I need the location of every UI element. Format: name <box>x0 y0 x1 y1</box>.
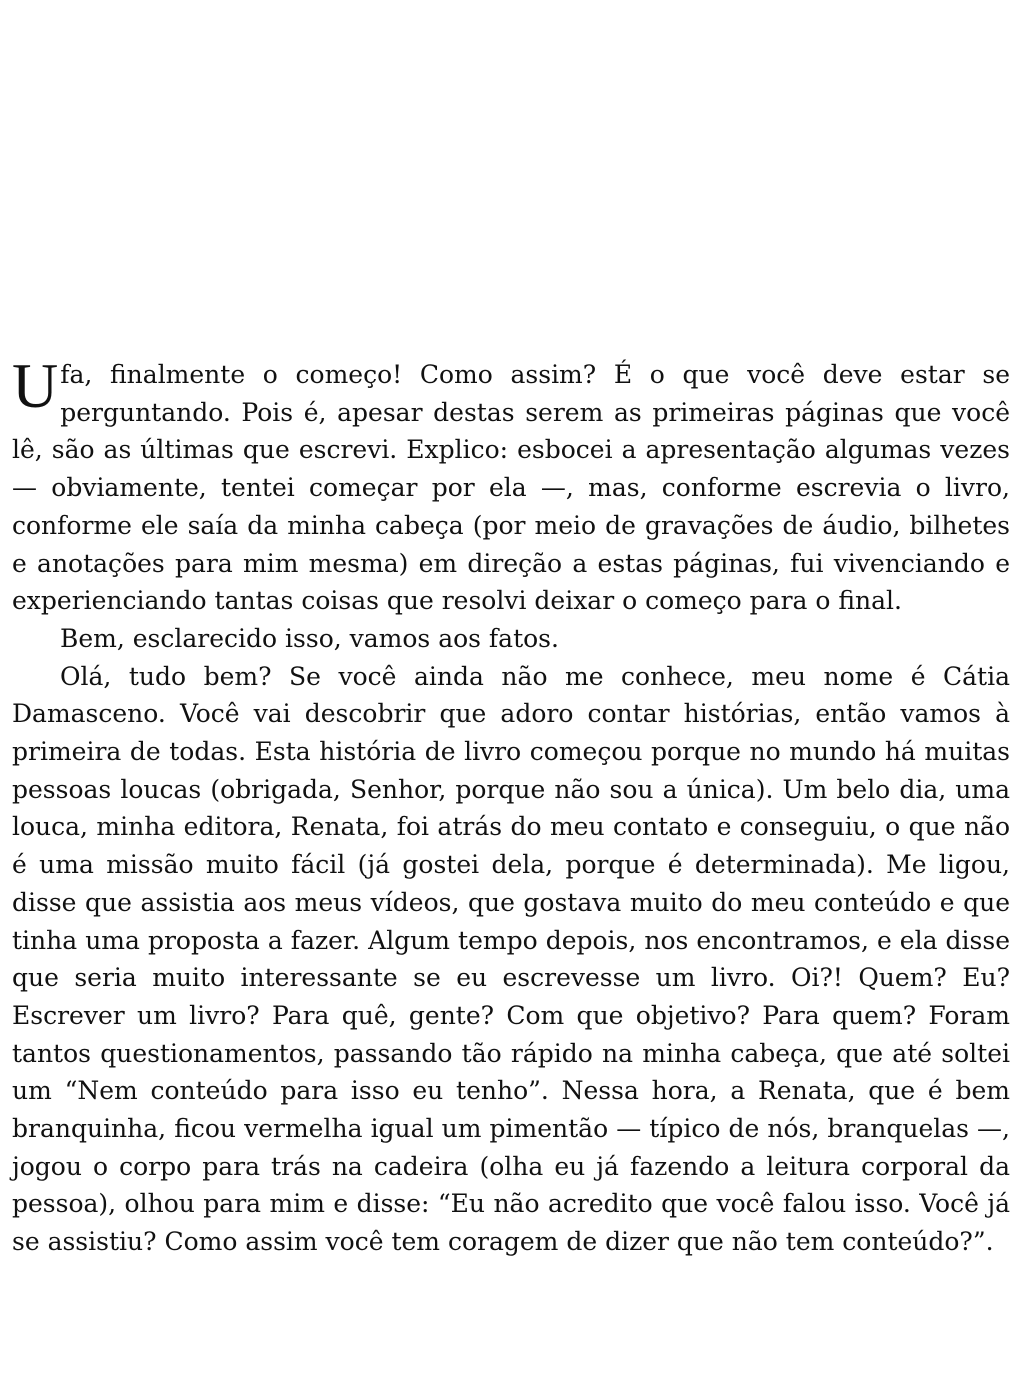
paragraph-1 <box>12 350 1010 620</box>
drop-cap: U <box>12 350 59 421</box>
paragraph-2: Bem, esclarecido isso, vamos aos fatos. <box>60 623 559 653</box>
paragraph-1-text: fa, finalmente o começo! Como assim? É o que você deve estar se perguntando. Pois é, apesar destas serem as primeiras páginas que você lê, são as últimas que escrevi. Explico: esbocei a apresentação algumas vezes — obviamente, tentei começar por ela —, mas, conforme escrevia o livro, conforme ele saía da minha cabeça (por meio de gravações de áudio, bilhetes e anotações para mim mesma) em direção a estas páginas, fui vivenciando e experienciando tantas coisas que resolvi deixar o começo para o final. <box>12 360 1010 616</box>
paragraph-3: Olá, tudo bem? Se você ainda não me conhece, meu nome é Cátia Damasceno. Você vai descobrir que adoro contar histórias, então vamos à primeira de todas. Esta história de livro começou porque no mundo há muitas pessoas loucas (obrigada, Senhor, porque não sou a única). Um belo dia, uma louca, minha editora, Renata, foi atrás do meu contato e conseguiu, o que não é uma missão muito fácil (já gostei dela, porque é determinada). Me ligou, disse que assistia aos meus vídeos, que gostava muito do meu conteúdo e que tinha uma proposta a fazer. Algum tempo depois, nos encontramos, e ela disse que seria muito interessante se eu escrevesse um livro. Oi?! Quem? Eu? Escrever um livro? Para quê, gente? Com que objetivo? Para quem? Foram tantos questionamentos, passando tão rápido na minha cabeça, que até soltei um “Nem conteúdo para isso eu tenho”. Nessa hora, a Renata, que é bem branquinha, ficou vermelha igual um pimentão — típico de nós, branquelas —, jogou o corpo para trás na cadeira (olha eu já fazendo a leitura corporal da pessoa), olhou para mim e disse: “Eu não acredito que você falou isso. Você já se assistiu? Como assim você tem coragem de dizer que não tem conteúdo?”. <box>12 661 1010 1257</box>
page-body <box>12 350 1010 1261</box>
